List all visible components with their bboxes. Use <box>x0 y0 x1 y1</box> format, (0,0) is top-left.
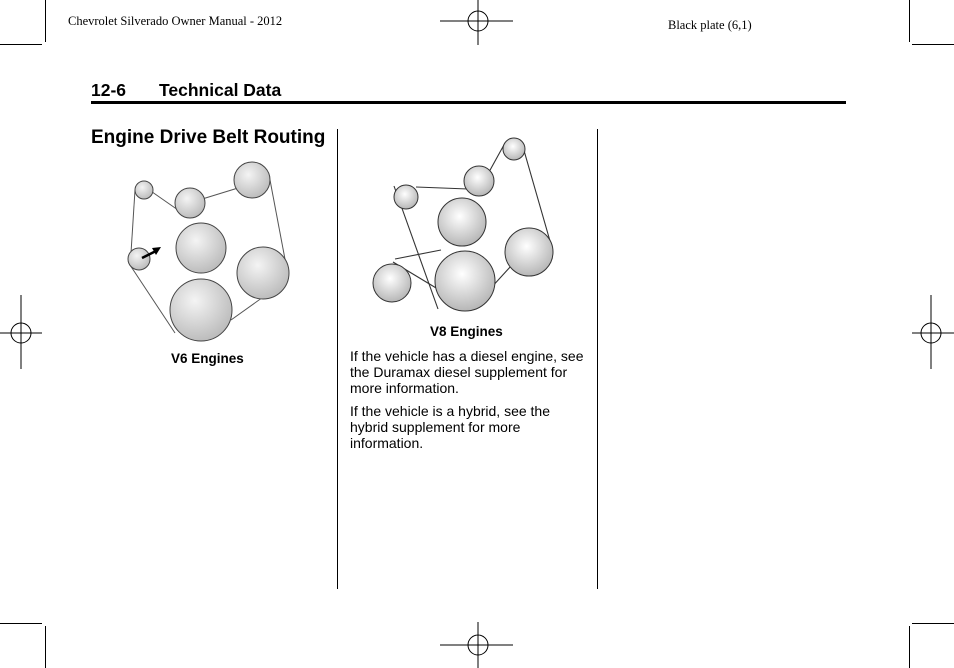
registration-mark-right <box>912 295 954 371</box>
registration-mark-left <box>0 295 42 371</box>
v8-caption: V8 Engines <box>430 324 503 339</box>
v6-pulley-tensioner <box>128 248 150 270</box>
v8-pulley-left-small <box>394 185 418 209</box>
v6-pulley-right <box>237 247 289 299</box>
v8-belt-diagram <box>365 135 565 320</box>
v8-pulley-center <box>438 198 486 246</box>
crop-mark-top-right-horizontal <box>912 44 954 45</box>
column-divider-2 <box>597 129 598 589</box>
v8-pulley-top-right <box>503 138 525 160</box>
crop-mark-bottom-right-vertical <box>909 626 910 668</box>
crop-mark-top-left-vertical <box>45 0 46 42</box>
v8-pulley-idler <box>464 166 494 196</box>
v6-pulley-idler <box>175 188 205 218</box>
v8-pulley-right <box>505 228 553 276</box>
registration-mark-top <box>440 0 516 46</box>
crop-mark-bottom-left-horizontal <box>0 623 42 624</box>
v6-pulley-crankshaft <box>170 279 232 341</box>
v6-pulley-center <box>176 223 226 273</box>
plate-label: Black plate (6,1) <box>668 18 752 32</box>
v6-pulley-small-top <box>135 181 153 199</box>
v6-pulley-top-right <box>234 162 270 198</box>
v6-belt-diagram <box>120 155 300 350</box>
crop-mark-bottom-left-vertical <box>45 626 46 668</box>
crop-mark-top-left-horizontal <box>0 44 42 45</box>
section-title: Technical Data <box>159 80 282 100</box>
v6-caption: V6 Engines <box>171 351 244 366</box>
crop-mark-top-right-vertical <box>909 0 910 42</box>
manual-title: Chevrolet Silverado Owner Manual - 2012 <box>68 14 283 28</box>
v8-pulley-crankshaft <box>435 251 495 311</box>
column-divider-1 <box>337 129 338 589</box>
article-heading: Engine Drive Belt Routing <box>91 127 326 148</box>
v8-pulley-left <box>373 264 411 302</box>
hybrid-paragraph: If the vehicle is a hybrid, see the hybrid supplement for more information. <box>350 403 550 451</box>
crop-mark-bottom-right-horizontal <box>912 623 954 624</box>
registration-mark-bottom <box>440 622 516 668</box>
section-rule <box>91 101 846 104</box>
section-number: 12-6 <box>91 80 127 100</box>
diesel-paragraph: If the vehicle has a diesel engine, see the Duramax diesel supplement for more information. <box>350 348 584 396</box>
